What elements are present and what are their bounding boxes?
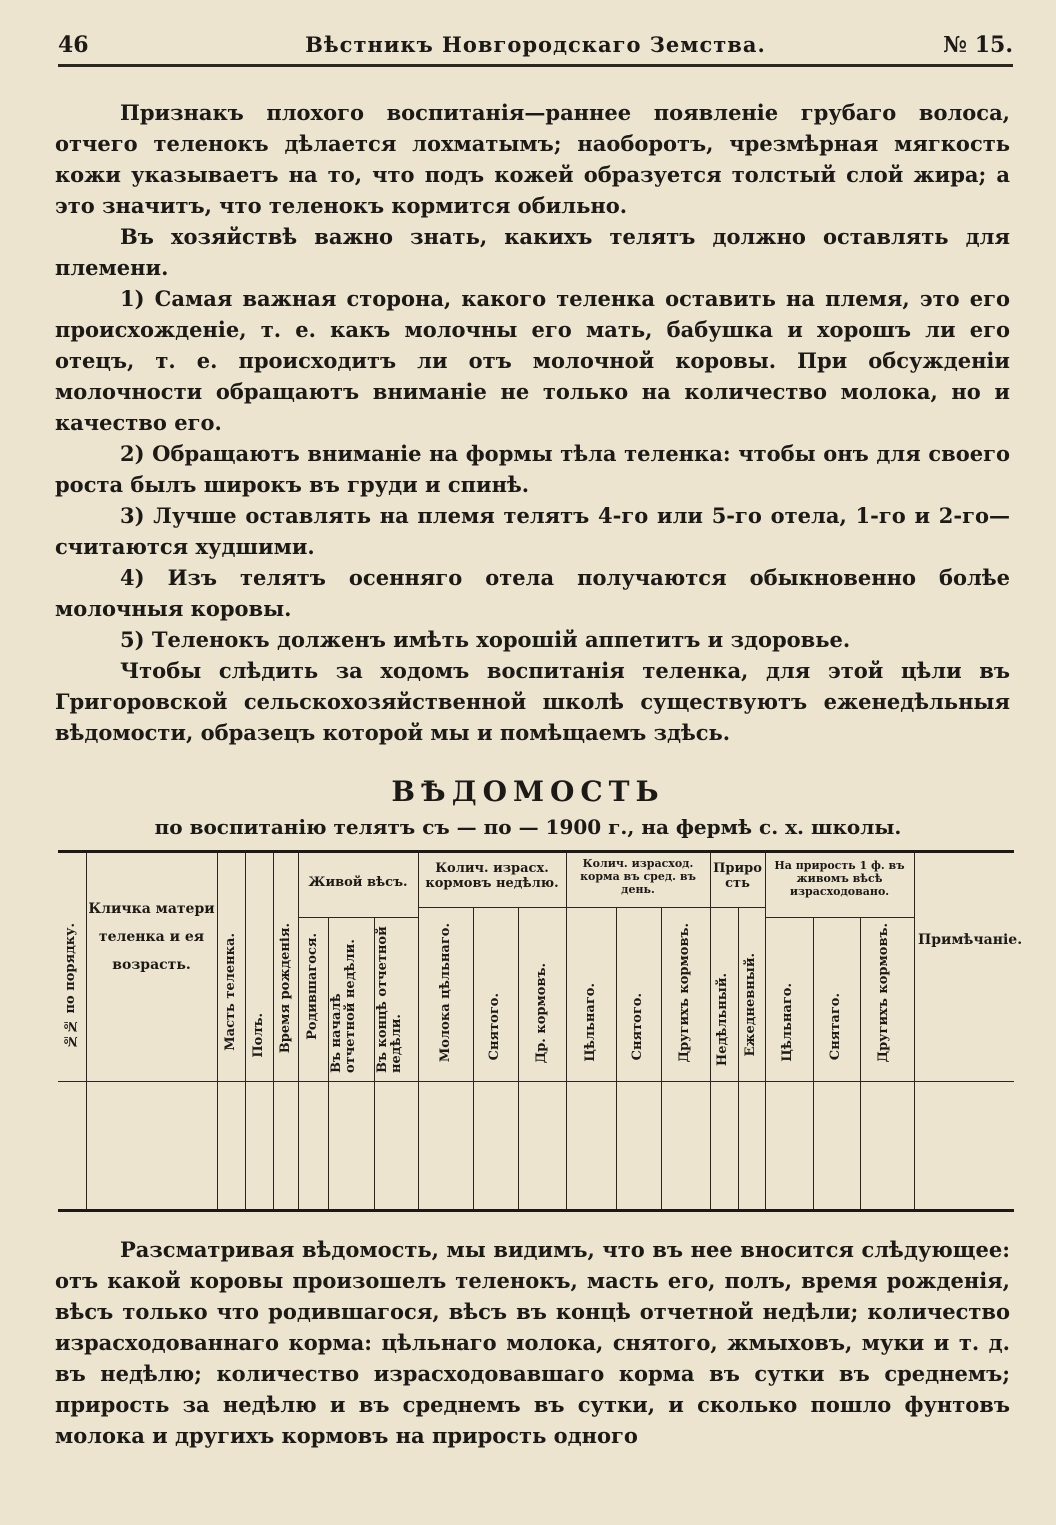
col-born-weight: Родившагося. — [305, 933, 320, 1040]
col-birth-time: Время рожденія. — [278, 923, 293, 1054]
page-header — [58, 30, 1013, 67]
col-whole-pound: Цѣльнаго. — [780, 983, 795, 1062]
col-growth-weekly: Недѣльный. — [715, 973, 730, 1067]
paragraph: Чтобы слѣдить за ходомъ воспитанія теленка, для этой цѣли въ Григоровской сельскохозяйственной школѣ существуютъ еженедѣльныя вѣдомости, образецъ которой мы и помѣщаемъ здѣсь. — [55, 658, 1010, 745]
col-skim-day: Снятого. — [630, 993, 645, 1061]
group-feed-day: Колич. израсход. корма въ сред. въ день. — [580, 857, 696, 896]
col-growth-daily: Ежедневный. — [743, 953, 758, 1057]
group-growth: Прирость — [713, 861, 762, 891]
col-other-day: Другихъ кормовъ. — [677, 923, 692, 1063]
col-whole-day: Цѣльнаго. — [583, 983, 598, 1062]
paragraph: Разсматривая вѣдомость, мы видимъ, что въ нее вносится слѣдующее: отъ какой коровы произошелъ теленокъ, масть его, полъ, время рожденія, вѣсъ только что родившагося, вѣсъ въ концѣ отчетной недѣли; количество израсходованнаго корма: цѣльнаго молока, снятого, жмыховъ, муки и т. д. въ недѣлю; количество израсходовавшаго корма въ сутки въ среднемъ; прирость за недѣлю и въ среднемъ въ сутки, и сколько пошло фунтовъ молока и другихъ кормовъ на прирость одного — [55, 1237, 1010, 1448]
group-live-weight: Живой вѣсъ. — [308, 875, 408, 890]
paragraph: 3) Лучше оставлять на племя телятъ 4-го или 5-го отела, 1-го и 2-го—считаются худшими. — [55, 503, 1010, 559]
col-note: Примѣчаніе. — [918, 932, 1023, 948]
col-number: №№ по порядку. — [63, 923, 78, 1049]
col-other-pound: Другихъ кормовъ. — [876, 923, 891, 1063]
paragraph: 4) Изъ телятъ осенняго отела получаются обыкновенно болѣе молочныя коровы. — [55, 565, 1010, 621]
closing-text — [55, 1234, 1010, 1451]
intro-text — [55, 97, 1010, 748]
col-whole-milk-week: Молока цѣльнаго. — [438, 923, 453, 1063]
col-color: Масть теленка. — [223, 933, 238, 1051]
col-week-end: Въ концѣ отчетной недѣли. — [375, 926, 404, 1073]
col-sex: Полъ. — [251, 1013, 266, 1058]
issue-number: № 15. — [943, 32, 1013, 58]
statement-subtitle: по воспитанію телятъ съ — по — 1900 г., на фермѣ с. х. школы. — [154, 815, 902, 839]
paragraph: 2) Обращаютъ вниманіе на формы тѣла теленка: чтобы онъ для своего роста былъ широкъ въ груди и спинѣ. — [55, 441, 1010, 497]
statement-table — [58, 850, 1023, 1212]
paragraph: 1) Самая важная сторона, какого теленка оставить на племя, это его происхожденіе, т. е. какъ молочны его мать, бабушка и хорошъ ли его отецъ, т. е. происходитъ ли отъ молочной коровы. При обсужденіи молочности обращаютъ вниманіе не только на количество молока, но и качество его. — [55, 286, 1010, 435]
col-skim-week: Снятого. — [487, 993, 502, 1061]
paragraph: 5) Теленокъ долженъ имѣть хорошій аппетитъ и здоровье. — [120, 627, 851, 652]
group-feed-week: Колич. израсх. кормовъ недѣлю. — [425, 861, 559, 891]
col-skim-pound: Снятаго. — [828, 993, 843, 1061]
paragraph: Въ хозяйствѣ важно знать, какихъ телятъ должно оставлять для племени. — [55, 224, 1010, 280]
group-per-pound: На прирость 1 ф. въ живомъ вѣсѣ израсходовано. — [774, 859, 905, 898]
paragraph: Признакъ плохого воспитанія—раннее появленіе грубаго волоса, отчего теленокъ дѣлается лохматымъ; наоборотъ, чрезмѣрная мягкость кожи указываетъ на то, что подъ кожей образуется толстый слой жира; а это значитъ, что теленокъ кормится обильно. — [55, 100, 1010, 218]
col-mother-name: Кличка матери теленка и ея возрасть. — [88, 901, 215, 973]
statement-title: ВѢДОМОСТЬ — [391, 775, 665, 808]
col-week-start: Въ началѣ отчетной недѣли. — [329, 939, 358, 1073]
col-other-week: Др. кормовъ. — [534, 963, 549, 1064]
page-number: 46 — [58, 32, 89, 58]
journal-title: Вѣстникъ Новгородскаго Земства. — [305, 32, 766, 57]
